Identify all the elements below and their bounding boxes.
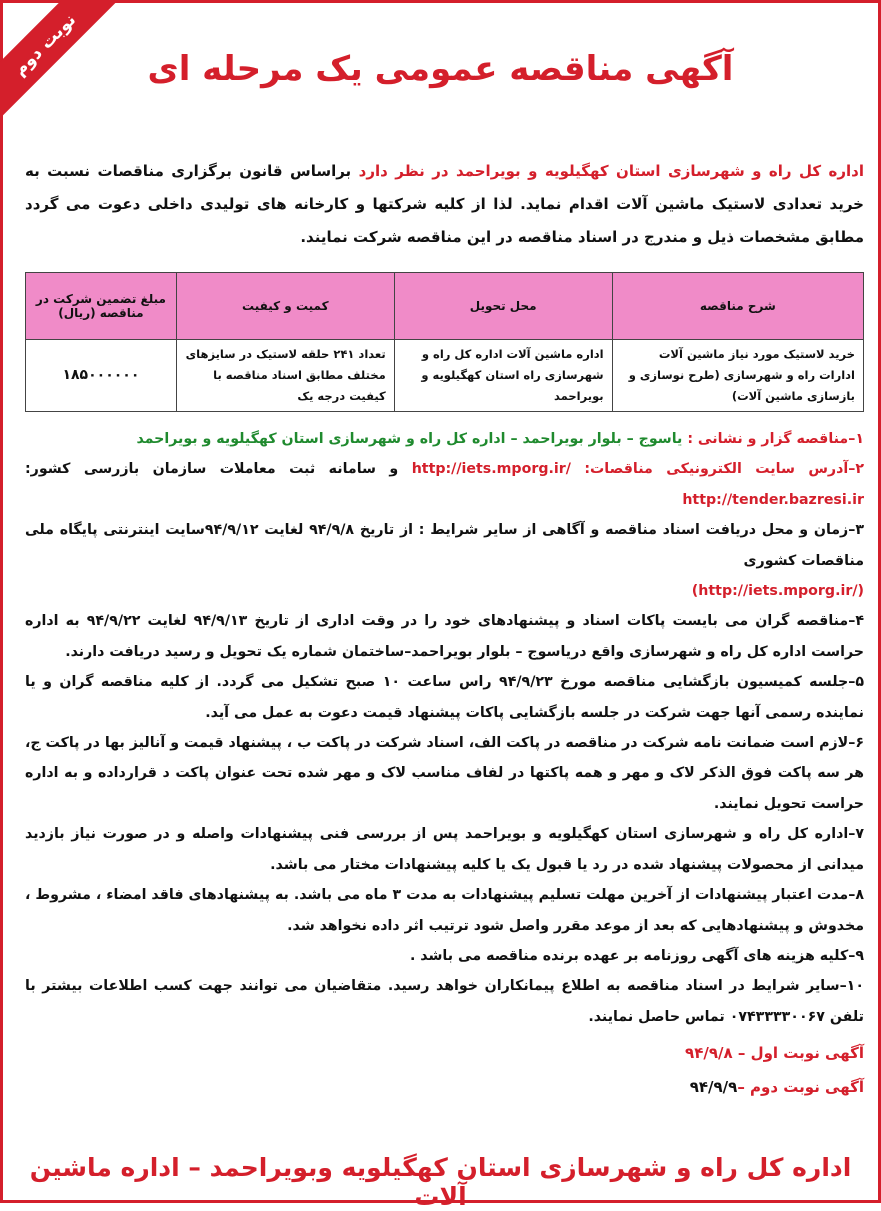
footer-organization: اداره کل راه و شهرسازی استان کهگیلویه وبویراحمد – اداره ماشین آلات xyxy=(29,1153,852,1211)
list-item: ۸–مدت اعتبار پیشنهادات از آخرین مهلت تسلیم پیشنهادات به مدت ۳ ماه می باشد. به پیشنهادهای فاقد امضاء ، مشروط ، مخدوش و پیشنهادهایی که بعد از موعد مقرر واصل شود ترتیب اثر داده نخواهد شد. xyxy=(25,887,864,934)
list-item: ۱۰–سایر شرایط در اسناد مناقصه به اطلاع پیمانکاران خواهد رسید. متقاضیان می توانند جهت کسب اطلاعات بیشتر با تلفن ۰۷۴۳۳۳۳۰۰۶۷ تماس حاصل نمایند. xyxy=(25,978,864,1025)
list-item: ۶–لازم است ضمانت نامه شرکت در مناقصه در پاکت الف، اسناد شرکت در پاکت ب ، پیشنهاد قیمت و آنالیز بها در پاکت ج، هر سه پاکت فوق الذکر لاک و مهر و همه پاکتها در لفاف مناسب لاک و مهر شده تحت عنوان پاکت د قرارداده و به اداره حراست تحویل نمایند. xyxy=(25,735,864,812)
second-notice xyxy=(25,1070,864,1104)
header-location: محل تحویل xyxy=(394,273,612,340)
list-item: ۵–جلسه کمیسیون بازگشایی مناقصه مورخ ۹۴/۹/۲۳ راس ساعت ۱۰ صبح تشکیل می گردد. از کلیه مناقصه گران و یا نماینده رسمی آنها جهت شرکت در جلسه بازگشایی پاکات پیشنهاد قیمت دعوت به عمل می آید. xyxy=(25,674,864,721)
item-2-label: ۲–آدرس سایت الکترونیکی مناقصات: xyxy=(570,461,864,478)
intro-organization: اداره کل راه و شهرسازی استان کهگیلویه و بویراحمد در نظر دارد xyxy=(358,162,864,180)
publication-notices xyxy=(25,1036,864,1104)
intro-text: براساس قانون برگزاری مناقصات نسبت به خرید تعدادی لاستیک ماشین آلات اقدام نماید. لذا از کلیه شرکتها و کارخانه های تولیدی داخلی دعوت می گردد مطابق مشخصات ذیل و مندرج در اسناد مناقصه در این مناقصه شرکت نمایند. xyxy=(25,162,864,246)
cell-description: خرید لاستیک مورد نیاز ماشین آلات ادارات راه و شهرسازی (طرح نوسازی و بازسازی ماشین آلات) xyxy=(612,340,863,412)
iets-link-2[interactable]: (http://iets.mporg.ir/) xyxy=(691,583,864,600)
item-1-address: یاسوج – بلوار بویراحمد – اداره کل راه و شهرسازی استان کهگیلویه و بویراحمد xyxy=(136,431,683,447)
item-3-text: ۳–زمان و محل دریافت اسناد مناقصه و آگاهی از سایر شرایط : از تاریخ ۹۴/۹/۸ لغایت ۹۴/۹/۱۲سایت اینترنتی پایگاه ملی مناقصات کشوری xyxy=(25,522,864,569)
list-item xyxy=(25,424,864,454)
list-item: ۴–مناقصه گران می بایست پاکات اسناد و پیشنهادهای خود را در وقت اداری از تاریخ ۹۴/۹/۱۳ لغایت ۹۴/۹/۲۲ به اداره حراست اداره کل راه و شهرسازی واقع دریاسوج – بلوار بویراحمد–ساختمان شماره یک تحویل و رسید دریافت دارند. xyxy=(25,613,864,660)
header-quantity: کمیت و کیفیت xyxy=(176,273,394,340)
cell-quantity: تعداد ۲۴۱ حلقه لاستیک در سایزهای مختلف مطابق اسناد مناقصه با کیفیت درجه یک xyxy=(176,340,394,412)
cell-guarantee: ۱۸۵۰۰۰۰۰۰ xyxy=(26,340,177,412)
item-2-text: و سامانه ثبت معاملات سازمان بازرسی کشور: xyxy=(25,461,412,478)
list-item xyxy=(25,454,864,515)
list-item xyxy=(25,515,864,606)
conditions-list xyxy=(25,424,864,1032)
second-notice-label: آگهی نوبت دوم – xyxy=(737,1078,864,1097)
list-item: ۹–کلیه هزینه های آگهی روزنامه بر عهده برنده مناقصه می باشد . xyxy=(409,947,864,964)
second-notice-date: ۹۴/۹/۹ xyxy=(689,1078,738,1097)
first-notice-label: آگهی نوبت اول – xyxy=(732,1044,864,1063)
intro-paragraph xyxy=(25,155,864,254)
notice-body xyxy=(25,155,864,1104)
page-title: آگهی مناقصه عمومی یک مرحله ای xyxy=(147,49,734,89)
bazresi-link[interactable]: http://tender.bazresi.ir xyxy=(682,491,864,508)
first-notice xyxy=(25,1036,864,1070)
table-row xyxy=(26,340,864,412)
list-item: ۷–اداره کل راه و شهرسازی استان کهگیلویه و بویراحمد پس از بررسی فنی پیشنهادات واصله و در صورت نیاز بازدید میدانی از محصولات پیشنهاد شده در رد یا قبول یک یا کلیه پیشنهادات مختار می باشد. xyxy=(25,826,864,873)
round-badge-text: نوبت دوم xyxy=(9,9,81,81)
header-guarantee: مبلغ تضمین شرکت در مناقصه (ریال) xyxy=(26,273,177,340)
iets-link[interactable]: http://iets.mporg.ir/ xyxy=(411,461,571,478)
header-description: شرح مناقصه xyxy=(612,273,863,340)
first-notice-date: ۹۴/۹/۸ xyxy=(685,1044,733,1063)
table-header-row xyxy=(26,273,864,340)
cell-location: اداره ماشین آلات اداره کل راه و شهرسازی راه استان کهگیلویه و بویراحمد xyxy=(394,340,612,412)
item-1-label: ۱–مناقصه گزار و نشانی : xyxy=(682,431,864,447)
tender-table xyxy=(25,272,864,412)
